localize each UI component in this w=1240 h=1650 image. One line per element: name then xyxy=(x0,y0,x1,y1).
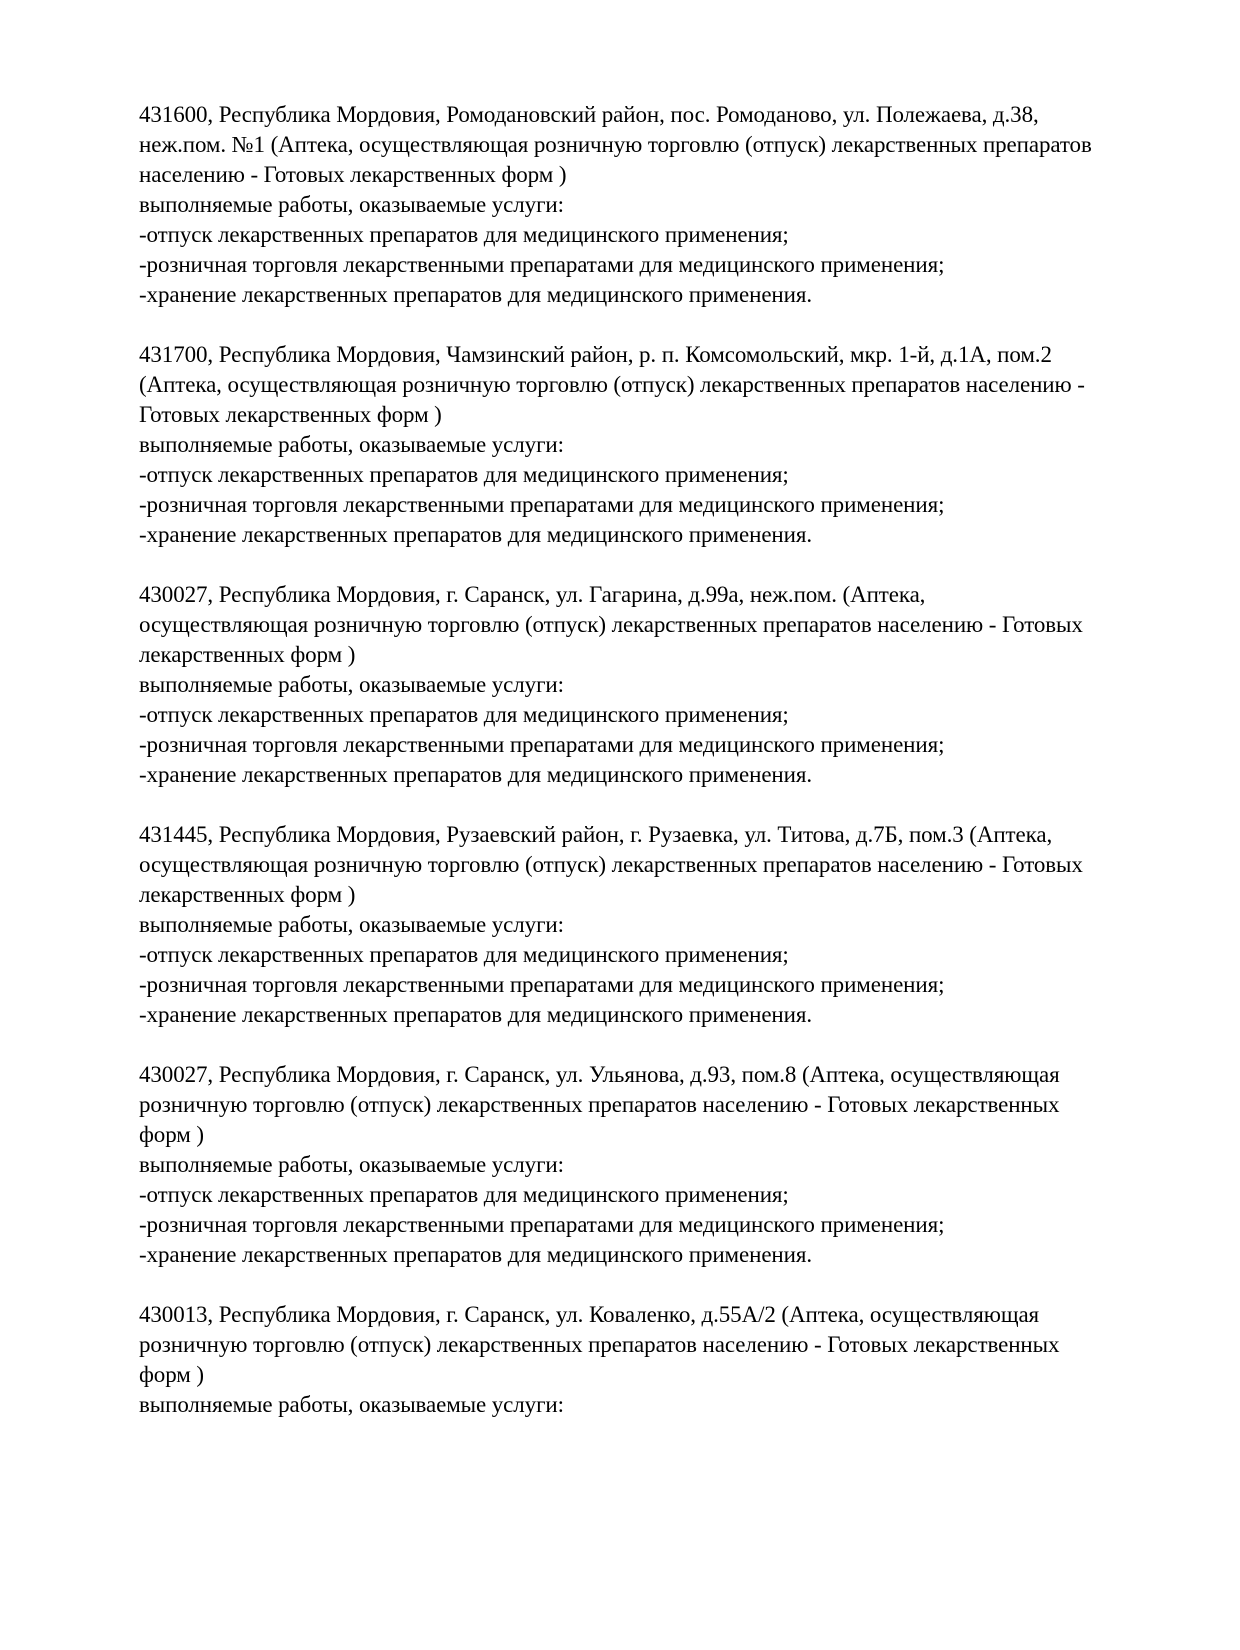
service-item: -хранение лекарственных препаратов для медицинского применения. xyxy=(139,282,812,307)
pharmacy-address-line: розничную торговлю (отпуск) лекарственных препаратов населению - Готовых лекарственных xyxy=(139,1332,1060,1357)
pharmacy-address-line: форм ) xyxy=(139,1122,204,1147)
pharmacy-address-line: лекарственных форм ) xyxy=(139,642,356,667)
works-services-label: выполняемые работы, оказываемые услуги: xyxy=(139,1392,564,1417)
service-item: -хранение лекарственных препаратов для медицинского применения. xyxy=(139,1242,812,1267)
works-services-label: выполняемые работы, оказываемые услуги: xyxy=(139,672,564,697)
pharmacy-address-line: 430013, Республика Мордовия, г. Саранск, ул. Коваленко, д.55А/2 (Аптека, осуществляющая xyxy=(139,1302,1040,1327)
service-item: -розничная торговля лекарственными препаратами для медицинского применения; xyxy=(139,732,945,757)
service-item: -розничная торговля лекарственными препаратами для медицинского применения; xyxy=(139,972,945,997)
pharmacy-address-line: 431700, Республика Мордовия, Чамзинский район, р. п. Комсомольский, мкр. 1-й, д.1А, пом.2 xyxy=(139,342,1052,367)
pharmacy-address-line: лекарственных форм ) xyxy=(139,882,356,907)
service-item: -отпуск лекарственных препаратов для медицинского применения; xyxy=(139,702,789,727)
service-item: -отпуск лекарственных препаратов для медицинского применения; xyxy=(139,222,789,247)
works-services-label: выполняемые работы, оказываемые услуги: xyxy=(139,912,564,937)
pharmacy-license-entry xyxy=(139,820,1220,1030)
pharmacy-license-entry xyxy=(139,1300,1220,1420)
service-item: -отпуск лекарственных препаратов для медицинского применения; xyxy=(139,942,789,967)
pharmacy-license-entry xyxy=(139,100,1220,310)
service-item: -розничная торговля лекарственными препаратами для медицинского применения; xyxy=(139,1212,945,1237)
pharmacy-license-entry xyxy=(139,580,1220,790)
license-entries-list xyxy=(139,100,1220,1450)
pharmacy-address-line: 430027, Республика Мордовия, г. Саранск, ул. Ульянова, д.93, пом.8 (Аптека, осуществляющая xyxy=(139,1062,1060,1087)
pharmacy-address-line: форм ) xyxy=(139,1362,204,1387)
pharmacy-address-line: населению - Готовых лекарственных форм ) xyxy=(139,162,567,187)
works-services-label: выполняемые работы, оказываемые услуги: xyxy=(139,432,564,457)
pharmacy-address-line: Готовых лекарственных форм ) xyxy=(139,402,442,427)
service-item: -хранение лекарственных препаратов для медицинского применения. xyxy=(139,762,812,787)
pharmacy-address-line: неж.пом. №1 (Аптека, осуществляющая розничную торговлю (отпуск) лекарственных препаратов xyxy=(139,132,1092,157)
pharmacy-address-line: (Аптека, осуществляющая розничную торговлю (отпуск) лекарственных препаратов населению - xyxy=(139,372,1085,397)
pharmacy-address-line: осуществляющая розничную торговлю (отпуск) лекарственных препаратов населению - Готовых xyxy=(139,612,1083,637)
pharmacy-license-entry xyxy=(139,1060,1220,1270)
service-item: -хранение лекарственных препаратов для медицинского применения. xyxy=(139,1002,812,1027)
pharmacy-address-line: розничную торговлю (отпуск) лекарственных препаратов населению - Готовых лекарственных xyxy=(139,1092,1060,1117)
service-item: -отпуск лекарственных препаратов для медицинского применения; xyxy=(139,462,789,487)
service-item: -розничная торговля лекарственными препаратами для медицинского применения; xyxy=(139,492,945,517)
pharmacy-address-line: осуществляющая розничную торговлю (отпуск) лекарственных препаратов населению - Готовых xyxy=(139,852,1083,877)
works-services-label: выполняемые работы, оказываемые услуги: xyxy=(139,192,564,217)
works-services-label: выполняемые работы, оказываемые услуги: xyxy=(139,1152,564,1177)
pharmacy-address-line: 431445, Республика Мордовия, Рузаевский район, г. Рузаевка, ул. Титова, д.7Б, пом.3 (Аптека, xyxy=(139,822,1053,847)
pharmacy-address-line: 430027, Республика Мордовия, г. Саранск, ул. Гагарина, д.99а, неж.пом. (Аптека, xyxy=(139,582,926,607)
service-item: -розничная торговля лекарственными препаратами для медицинского применения; xyxy=(139,252,945,277)
pharmacy-address-line: 431600, Республика Мордовия, Ромодановский район, пос. Ромоданово, ул. Полежаева, д.38, xyxy=(139,102,1039,127)
pharmacy-license-entry xyxy=(139,340,1220,550)
service-item: -отпуск лекарственных препаратов для медицинского применения; xyxy=(139,1182,789,1207)
service-item: -хранение лекарственных препаратов для медицинского применения. xyxy=(139,522,812,547)
